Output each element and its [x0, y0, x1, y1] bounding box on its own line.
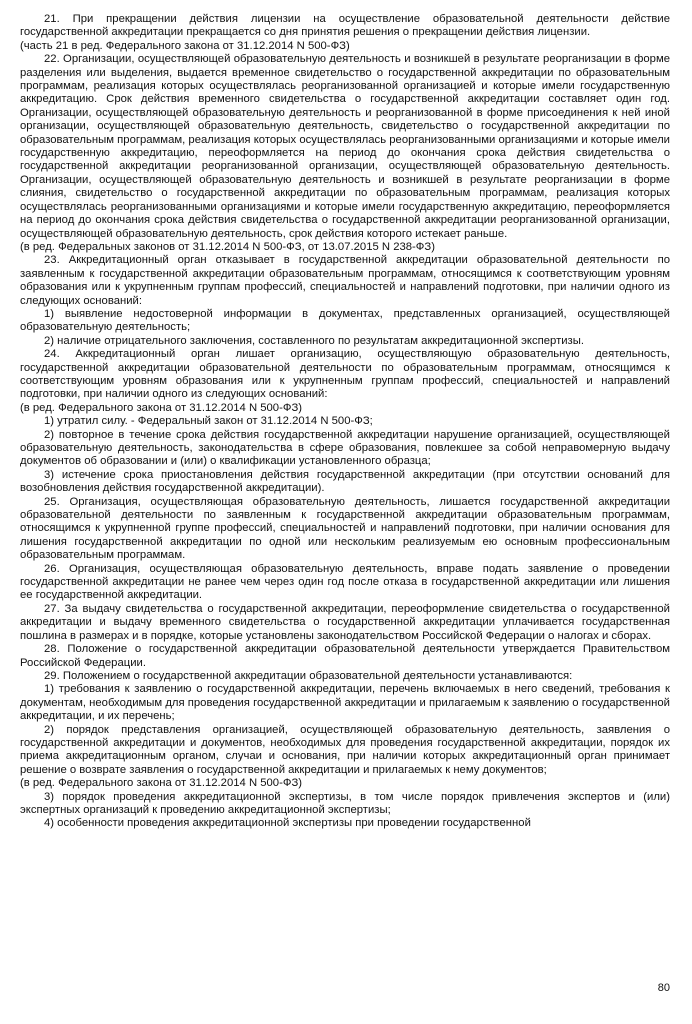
amendment-note: (в ред. Федеральных законов от 31.12.2014 N 500-ФЗ, от 13.07.2015 N 238-ФЗ) — [20, 240, 435, 253]
paragraph-22: 22. Организации, осуществляющей образовательную деятельность и возникшей в результате реорганизации в форме разделения или выделения, выдается временное свидетельство о государственной аккредитации по образовательным программам, реализация которых осуществлялась реорганизованной организацией и которые имели государственную аккредитацию. Срок действия временного свидетельства о государственной аккредитации составляет один год. Организации, осуществляющей образовательную деятельность и реорганизованной в форме присоединения к ней иной организации, осуществляющей образовательную деятельность, свидетельство о государственной аккредитации по образовательным программам, реализация которых осуществлялась реорганизованными организациями и которые имели государственную аккредитацию, переоформляется на период до окончания срока действия свидетельства о государственной аккредитации реорганизованной организации, осуществляющей образовательную деятельность. Организации, осуществляющей образовательную деятельность и возникшей в результате реорганизации в форме слияния, свидетельство о государственной аккредитации по образовательным программам, реализация которых осуществлялась реорганизованными организациями и которые имели государственную аккредитацию, переоформляется на период до окончания срока действия свидетельства о государственной аккредитации реорганизованной организации, осуществляющей образовательную деятельность, срок действия которого истекает раньше. — [20, 53, 670, 240]
paragraph-28: 28. Положение о государственной аккредитации образовательной деятельности утверждается Правительством Российской Федерации. — [20, 643, 670, 669]
paragraph-29: 29. Положением о государственной аккредитации образовательной деятельности устанавливаются: — [44, 669, 573, 682]
list-item: 2) повторное в течение срока действия государственной аккредитации нарушение организацией, осуществляющей образовательную деятельность, законодательства в сфере образования, повлекшее за собой неправомерную выдачу документов об образовании и (или) о квалификации установленного образца; — [20, 428, 670, 468]
list-item: 1) выявление недостоверной информации в документах, представленных организацией, осуществляющей образовательную деятельность; — [20, 307, 670, 334]
amendment-note: (в ред. Федерального закона от 31.12.2014 N 500-ФЗ) — [20, 401, 303, 414]
list-item: 3) порядок проведения аккредитационной экспертизы, в том числе порядок привлечения экспертов и (или) экспертных организаций к проведению аккредитационной экспертизы; — [20, 790, 670, 816]
document-body — [20, 13, 670, 831]
list-item: 1) утратил силу. - Федеральный закон от 31.12.2014 N 500-ФЗ; — [44, 415, 373, 428]
paragraph-26: 26. Организация, осуществляющая образовательную деятельность, вправе подать заявление о проведении государственной аккредитации не ранее чем через один год после отказа в государственной аккредитации или лишения ее государственной аккредитации. — [20, 562, 670, 602]
paragraph-27: 27. За выдачу свидетельства о государственной аккредитации, переоформление свидетельства о государственной аккредитации и выдачу временного свидетельства о государственной аккредитации уплачивается государственная пошлина в размерах и в порядке, которые установлены законодательством Российской Федерации о налогах и сборах. — [20, 602, 670, 642]
page-number: 80 — [657, 982, 670, 994]
list-item: 2) порядок представления организацией, осуществляющей образовательную деятельность, заявления о государственной аккредитации и документов, необходимых для проведения государственной аккредитации, порядок их приема аккредитационным органом, случаи и основания, при наличии которых аккредитационный орган принимает решение о возврате заявления о государственной аккредитации и прилагаемых к нему документов; — [20, 723, 670, 776]
list-item: 1) требования к заявлению о государственной аккредитации, перечень включаемых в него сведений, требования к документам, необходимым для проведения государственной аккредитации и прилагаемым к заявлению о государственной аккредитации, и их перечень; — [20, 683, 670, 723]
paragraph-23: 23. Аккредитационный орган отказывает в государственной аккредитации образовательной деятельности по заявленным к государственной аккредитации образовательным программам, относящимся к соответствующим уровням образования или к укрупненным группам профессий, специальностей и направлений подготовки, при наличии одного из следующих оснований: — [20, 254, 670, 307]
list-item: 4) особенности проведения аккредитационной экспертизы при проведении государственной — [44, 817, 531, 830]
amendment-note: (в ред. Федерального закона от 31.12.2014 N 500-ФЗ) — [20, 777, 303, 790]
paragraph-25: 25. Организация, осуществляющая образовательную деятельность, лишается государственной аккредитации образовательной деятельности по заявленным к государственной аккредитации образовательным программам, относящимся к укрупненной группе профессий, специальностей и направлений подготовки, при наличии основания для лишения государственной аккредитации по одной или нескольким реализуемым ею основным профессиональным образовательным программам. — [20, 495, 670, 562]
paragraph-21: 21. При прекращении действия лицензии на осуществление образовательной деятельности действие государственной аккредитации прекращается со дня принятия решения о прекращении действия лицензии. — [20, 13, 670, 39]
paragraph-24: 24. Аккредитационный орган лишает организацию, осуществляющую образовательную деятельность, государственной аккредитации образовательной деятельности по образовательным программам, относящимся к соответствующим уровням образования или к укрупненным группам профессий, специальностей и направлений подготовки, при наличии одного из следующих оснований: — [20, 348, 670, 401]
list-item: 2) наличие отрицательного заключения, составленного по результатам аккредитационной экспертизы. — [44, 334, 584, 347]
list-item: 3) истечение срока приостановления действия государственной аккредитации (при отсутствии оснований для возобновления действия государственной аккредитации). — [20, 468, 670, 495]
amendment-note: (часть 21 в ред. Федерального закона от 31.12.2014 N 500-ФЗ) — [20, 39, 350, 52]
